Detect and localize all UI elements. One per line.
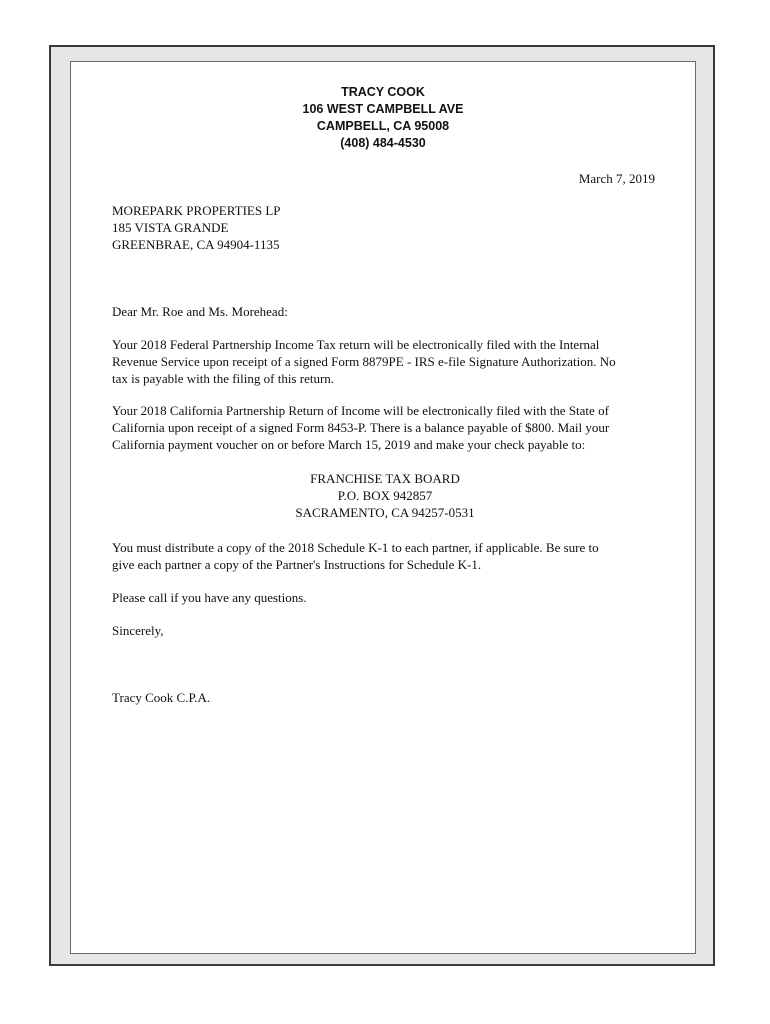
federal-return-paragraph <box>112 336 658 387</box>
california-return-paragraph <box>112 402 658 453</box>
sender-name: TRACY COOK <box>341 85 425 99</box>
schedule-k1-paragraph <box>112 539 658 573</box>
payee-name: FRANCHISE TAX BOARD <box>310 471 460 486</box>
paragraph-line: You must distribute a copy of the 2018 Schedule K-1 to each partner, if applicable. Be sure to <box>112 540 599 555</box>
paragraph-line: California upon receipt of a signed Form 8453-P. There is a balance payable of $800. Mail your <box>112 420 610 435</box>
paragraph-line: California payment voucher on or before March 15, 2019 and make your check payable to: <box>112 437 586 452</box>
signature: Tracy Cook C.P.A. <box>112 690 211 705</box>
salutation: Dear Mr. Roe and Ms. Morehead: <box>112 304 288 319</box>
sender-street: 106 WEST CAMPBELL AVE <box>302 102 464 116</box>
paragraph-line: Your 2018 Federal Partnership Income Tax return will be electronically filed with the Internal <box>112 337 600 352</box>
recipient-address <box>112 202 281 253</box>
letterhead <box>70 84 696 152</box>
sender-city: CAMPBELL, CA 95008 <box>316 119 450 133</box>
recipient-company: MOREPARK PROPERTIES LP <box>112 203 281 218</box>
paragraph-line: give each partner a copy of the Partner's Instructions for Schedule K-1. <box>112 557 482 572</box>
recipient-street: 185 VISTA GRANDE <box>112 220 229 235</box>
paragraph-line: Your 2018 California Partnership Return of Income will be electronically filed with the State of <box>112 403 609 418</box>
payee-box: P.O. BOX 942857 <box>337 488 433 503</box>
recipient-city: GREENBRAE, CA 94904-1135 <box>112 237 280 252</box>
paragraph-line: Revenue Service upon receipt of a signed Form 8879PE - IRS e-file Signature Authorization. No <box>112 354 616 369</box>
payee-city: SACRAMENTO, CA 94257-0531 <box>295 505 475 520</box>
paragraph-line: tax is payable with the filing of this return. <box>112 371 335 386</box>
sender-phone: (408) 484-4530 <box>340 136 426 150</box>
questions-paragraph: Please call if you have any questions. <box>112 590 307 605</box>
payee-address <box>112 470 658 521</box>
closing: Sincerely, <box>112 623 164 638</box>
letter-date: March 7, 2019 <box>578 171 655 186</box>
